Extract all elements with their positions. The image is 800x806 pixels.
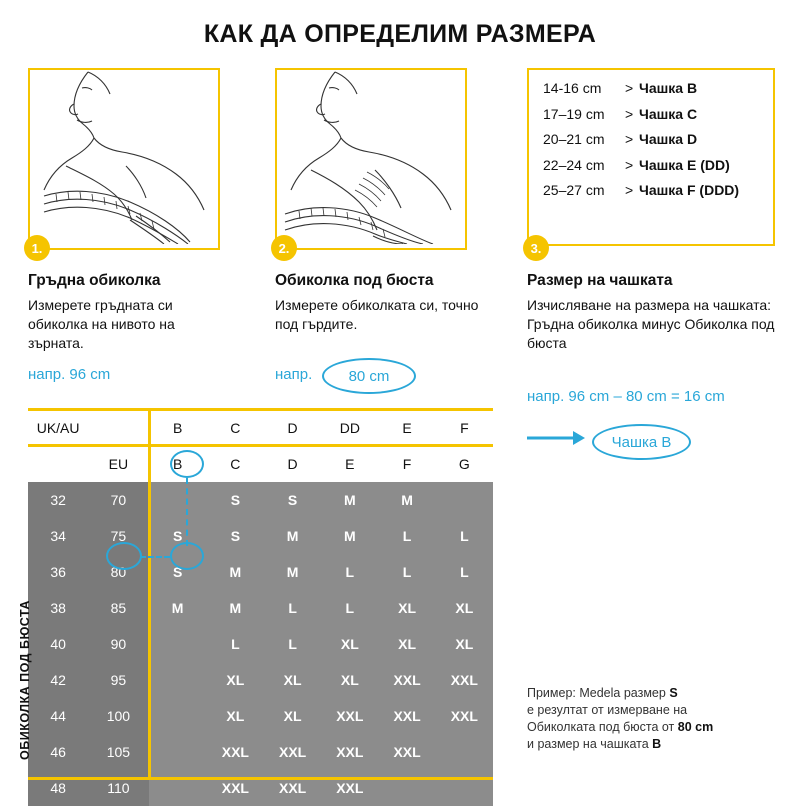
cup-row bbox=[543, 182, 759, 208]
step-2-example-prefix: напр. bbox=[275, 366, 313, 383]
cell-size: S bbox=[207, 482, 264, 518]
cup-gt: > bbox=[625, 182, 634, 198]
table-row bbox=[28, 626, 493, 662]
header-cup-c: C bbox=[207, 410, 264, 446]
footnote-bold-band: 80 cm bbox=[677, 720, 714, 734]
cell-size: XXL bbox=[378, 698, 435, 734]
cell-size: M bbox=[321, 518, 378, 554]
footnote-bold-size: S bbox=[669, 686, 678, 700]
cell-eu: 80 bbox=[88, 554, 148, 590]
header-blank-2 bbox=[28, 446, 88, 482]
cell-uk: 46 bbox=[28, 734, 88, 770]
cell-size: L bbox=[321, 554, 378, 590]
cup-row bbox=[543, 157, 759, 183]
cell-size: XL bbox=[321, 626, 378, 662]
cell-eu: 95 bbox=[88, 662, 148, 698]
step-3-badge: 3. bbox=[523, 235, 549, 261]
cell-size: L bbox=[264, 590, 321, 626]
step-2-example-value: 80 cm bbox=[322, 358, 416, 394]
cell-size: XXL bbox=[321, 734, 378, 770]
cell-size bbox=[149, 662, 207, 698]
cell-size bbox=[378, 770, 435, 806]
cell-size: L bbox=[321, 590, 378, 626]
cell-size: XXL bbox=[321, 770, 378, 806]
table-divider-bottom bbox=[28, 777, 493, 780]
table-divider-vertical bbox=[148, 408, 151, 780]
cell-size: M bbox=[207, 554, 264, 590]
cell-eu: 70 bbox=[88, 482, 148, 518]
header-cup-d: D bbox=[264, 410, 321, 446]
cell-size: L bbox=[378, 518, 435, 554]
cell-uk: 34 bbox=[28, 518, 88, 554]
header2-cup-f: F bbox=[378, 446, 435, 482]
cell-size: L bbox=[378, 554, 435, 590]
table-header-row-2 bbox=[28, 446, 493, 482]
table-row bbox=[28, 698, 493, 734]
cup-range: 14-16 cm bbox=[543, 80, 602, 96]
header-cup-dd: DD bbox=[321, 410, 378, 446]
footnote-line-1: Пример: Medela размер bbox=[527, 686, 670, 700]
cell-eu: 105 bbox=[88, 734, 148, 770]
header-eu: EU bbox=[88, 446, 148, 482]
cell-eu: 110 bbox=[88, 770, 148, 806]
cell-size: XXL bbox=[207, 770, 264, 806]
table-row bbox=[28, 590, 493, 626]
cell-eu: 100 bbox=[88, 698, 148, 734]
cell-size: XXL bbox=[264, 770, 321, 806]
cup-range: 20–21 cm bbox=[543, 131, 605, 147]
arrow-icon bbox=[527, 428, 585, 453]
cell-size: M bbox=[264, 554, 321, 590]
cell-size: XXL bbox=[207, 734, 264, 770]
cell-eu: 90 bbox=[88, 626, 148, 662]
header-cup-f: F bbox=[436, 410, 493, 446]
header2-cup-c: C bbox=[207, 446, 264, 482]
table-divider-mid bbox=[28, 444, 493, 447]
cell-size: M bbox=[321, 482, 378, 518]
cell-size: XL bbox=[378, 590, 435, 626]
cell-size: XL bbox=[321, 662, 378, 698]
cell-size: M bbox=[264, 518, 321, 554]
cell-uk: 32 bbox=[28, 482, 88, 518]
cell-uk: 40 bbox=[28, 626, 88, 662]
cell-size: L bbox=[436, 518, 493, 554]
header-uk-au: UK/AU bbox=[28, 410, 88, 446]
cell-size bbox=[436, 482, 493, 518]
cup-name: Чашка F (DDD) bbox=[639, 182, 740, 198]
cell-size: XL bbox=[207, 662, 264, 698]
marker-cup-b bbox=[170, 450, 204, 478]
size-table bbox=[28, 410, 493, 806]
cell-size: S bbox=[207, 518, 264, 554]
cell-eu: 85 bbox=[88, 590, 148, 626]
cell-size: M bbox=[378, 482, 435, 518]
cell-size: XL bbox=[436, 626, 493, 662]
cup-gt: > bbox=[625, 156, 634, 173]
cell-size: XL bbox=[264, 698, 321, 734]
header-blank bbox=[88, 410, 148, 446]
footnote-bold-cup: B bbox=[652, 737, 662, 751]
table-row bbox=[28, 770, 493, 806]
marker-connector-horizontal bbox=[140, 556, 170, 558]
step-3-description: Изчисляване на размера на чашката: Гръдна обиколка минус Обиколка под бюста bbox=[527, 297, 775, 351]
step-1-description: Измерете гръдната си обиколка на нивото на зърната. bbox=[28, 297, 175, 351]
cell-size: XL bbox=[378, 626, 435, 662]
cell-size: XXL bbox=[321, 698, 378, 734]
cell-size: M bbox=[207, 590, 264, 626]
cell-size bbox=[149, 482, 207, 518]
cup-gt: > bbox=[625, 131, 634, 147]
table-row bbox=[28, 734, 493, 770]
marker-band-80 bbox=[106, 542, 142, 570]
footnote-line-2: е резултат от измерване на bbox=[527, 703, 688, 717]
cell-size: S bbox=[264, 482, 321, 518]
cup-range: 22–24 cm bbox=[543, 156, 605, 173]
illustration-step-2 bbox=[275, 68, 467, 250]
cup-row bbox=[543, 131, 759, 157]
cell-size bbox=[149, 698, 207, 734]
cell-size: L bbox=[436, 554, 493, 590]
cell-size bbox=[436, 770, 493, 806]
step-2-title: Обиколка под бюста bbox=[275, 272, 434, 289]
cell-size: S bbox=[149, 554, 207, 590]
header2-cup-e: E bbox=[321, 446, 378, 482]
cell-uk: 42 bbox=[28, 662, 88, 698]
cell-size: XXL bbox=[436, 662, 493, 698]
cup-name: Чашка E (DD) bbox=[639, 156, 730, 173]
page-title: КАК ДА ОПРЕДЕЛИМ РАЗМЕРА bbox=[203, 20, 597, 48]
step-2-badge: 2. bbox=[271, 235, 297, 261]
cell-uk: 44 bbox=[28, 698, 88, 734]
footnote-line-4: и размер на чашката bbox=[527, 737, 653, 751]
footnote-line-3: Обиколката под бюста от bbox=[527, 720, 678, 734]
cell-size: XL bbox=[207, 698, 264, 734]
cup-range: 25–27 cm bbox=[543, 182, 605, 198]
table-header-row-1 bbox=[28, 410, 493, 446]
cell-size bbox=[149, 770, 207, 806]
cell-size bbox=[149, 734, 207, 770]
cell-size: XL bbox=[436, 590, 493, 626]
cup-row bbox=[543, 106, 759, 132]
cell-size: S bbox=[149, 518, 207, 554]
cell-eu: 75 bbox=[88, 518, 148, 554]
header2-cup-b: B bbox=[149, 446, 207, 482]
cell-uk: 36 bbox=[28, 554, 88, 590]
marker-connector-vertical bbox=[186, 478, 188, 546]
cell-size: XXL bbox=[436, 698, 493, 734]
cell-uk: 38 bbox=[28, 590, 88, 626]
cell-size: M bbox=[149, 590, 207, 626]
cell-size bbox=[149, 626, 207, 662]
marker-size-s bbox=[170, 542, 204, 570]
cell-size: XXL bbox=[378, 734, 435, 770]
footnote bbox=[527, 685, 782, 753]
step-3-calculation: напр. 96 cm – 80 cm = 16 cm bbox=[527, 388, 725, 405]
cup-row bbox=[543, 80, 759, 106]
cell-size: L bbox=[207, 626, 264, 662]
header-cup-b: B bbox=[149, 410, 207, 446]
header2-cup-g: G bbox=[436, 446, 493, 482]
cell-size: XXL bbox=[378, 662, 435, 698]
step-1-title: Гръдна обиколка bbox=[28, 272, 161, 289]
illustration-step-1 bbox=[28, 68, 220, 250]
cup-name: Чашка C bbox=[639, 105, 698, 122]
table-row bbox=[28, 554, 493, 590]
table-row bbox=[28, 518, 493, 554]
cell-size: L bbox=[264, 626, 321, 662]
step-2-description: Измерете обиколката си, точно под гърдите. bbox=[275, 297, 479, 332]
cell-size: XL bbox=[264, 662, 321, 698]
cup-size-reference-box bbox=[527, 68, 775, 246]
cup-gt: > bbox=[625, 105, 634, 122]
cell-size: XXL bbox=[264, 734, 321, 770]
table-divider-top bbox=[28, 408, 493, 411]
cup-range: 17–19 cm bbox=[543, 105, 605, 122]
header2-cup-d: D bbox=[264, 446, 321, 482]
step-1-example: напр. 96 cm bbox=[28, 366, 111, 383]
step-1-badge: 1. bbox=[24, 235, 50, 261]
table-row bbox=[28, 662, 493, 698]
cup-gt: > bbox=[625, 80, 634, 96]
step-3-result: Чашка B bbox=[592, 424, 691, 460]
cell-uk: 48 bbox=[28, 770, 88, 806]
table-vertical-label: ОБИКОЛКА ПОД БЮСТА bbox=[18, 600, 32, 760]
cup-name: Чашка D bbox=[639, 131, 698, 147]
table-row bbox=[28, 482, 493, 518]
cell-size bbox=[436, 734, 493, 770]
cup-name: Чашка B bbox=[639, 80, 698, 96]
step-3-title: Размер на чашката bbox=[527, 272, 673, 289]
header-cup-e: E bbox=[378, 410, 435, 446]
